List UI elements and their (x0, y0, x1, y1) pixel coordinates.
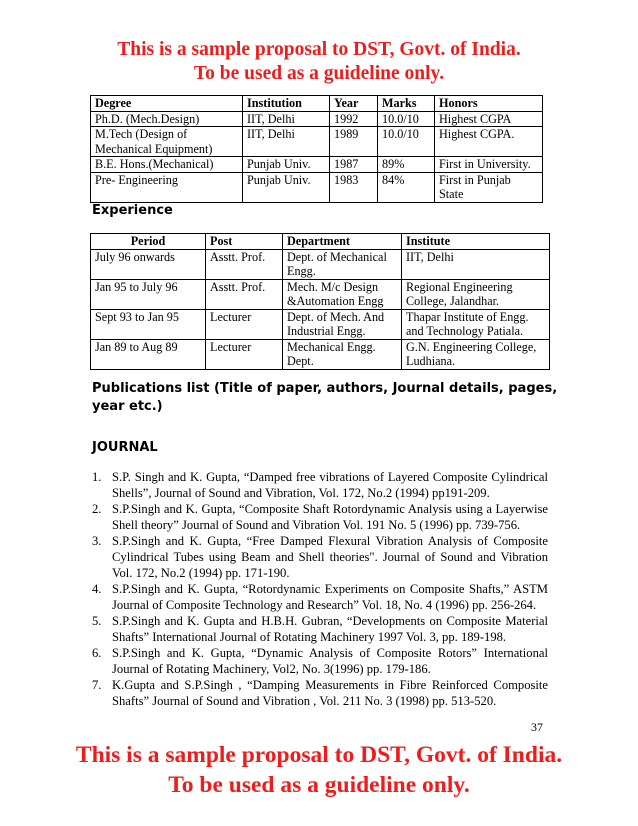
table-cell: Thapar Institute of Engg. and Technology Patiala. (402, 309, 550, 339)
item-text: K.Gupta and S.P.Singh , “Damping Measurements in Fibre Reinforced Composite Shafts” Journal of Sound and Vibration , Vol. 211 No. 3 (1998) pp. 513-520. (112, 678, 548, 708)
item-text: S.P.Singh and K. Gupta, “Rotordynamic Experiments on Composite Shafts,” ASTM Journal of Composite Technology and Research” Vol. 18, No. 4 (1996) pp. 256-264. (112, 582, 548, 612)
journal-heading: JOURNAL (92, 440, 158, 455)
item-text: S.P.Singh and K. Gupta, “Composite Shaft Rotordynamic Analysis using a Layerwise Shell theory” Journal of Sound and Vibration Vol. 191 No. 5 (1996) pp. 739-756. (112, 502, 548, 532)
table-cell: Highest CGPA (435, 111, 543, 127)
header-cell: Degree (91, 96, 243, 112)
banner-line-2: To be used as a guideline only. (193, 63, 445, 84)
item-number: 2. (92, 502, 102, 516)
table-cell: 1983 (330, 172, 378, 202)
table-cell: First in Punjab State (435, 172, 543, 202)
list-item (92, 533, 548, 581)
table-cell: Lecturer (206, 339, 283, 369)
table-row (91, 111, 543, 127)
table-cell: IIT, Delhi (243, 111, 330, 127)
list-item (92, 645, 548, 677)
table-row (91, 339, 550, 369)
watermark-banner-bottom (0, 740, 638, 800)
header-cell: Marks (378, 96, 435, 112)
banner-line-1: This is a sample proposal to DST, Govt. of India. (75, 742, 563, 768)
banner-line-1: This is a sample proposal to DST, Govt. of India. (117, 39, 521, 60)
table-cell: Mech. M/c Design &Automation Engg (283, 279, 402, 309)
header-cell: Institute (402, 234, 550, 250)
table-cell: IIT, Delhi (243, 127, 330, 157)
item-number: 5. (92, 614, 102, 628)
table-row (91, 127, 543, 157)
item-number: 4. (92, 582, 102, 596)
list-item (92, 677, 548, 709)
table-cell: Lecturer (206, 309, 283, 339)
journal-list (92, 469, 548, 709)
table-cell: G.N. Engineering College, Ludhiana. (402, 339, 550, 369)
header-cell: Institution (243, 96, 330, 112)
header-cell: Honors (435, 96, 543, 112)
item-number: 3. (92, 534, 102, 548)
table-cell: 89% (378, 157, 435, 173)
table-row (91, 249, 550, 279)
table-cell: Ph.D. (Mech.Design) (91, 111, 243, 127)
table-cell: 10.0/10 (378, 111, 435, 127)
table-cell: 84% (378, 172, 435, 202)
table-cell: Dept. of Mech. And Industrial Engg. (283, 309, 402, 339)
table-cell: Dept. of Mechanical Engg. (283, 249, 402, 279)
table-cell: 1992 (330, 111, 378, 127)
header-cell: Department (283, 234, 402, 250)
table-cell: 10.0/10 (378, 127, 435, 157)
table-row (91, 157, 543, 173)
watermark-banner-top (0, 38, 638, 86)
table-cell: Asstt. Prof. (206, 279, 283, 309)
degree-table (90, 95, 543, 203)
experience-heading: Experience (92, 203, 173, 218)
item-number: 7. (92, 678, 102, 692)
header-cell: Period (91, 234, 206, 250)
table-header-row (91, 96, 543, 112)
table-cell: M.Tech (Design of Mechanical Equipment) (91, 127, 243, 157)
item-text: S.P.Singh and K. Gupta and H.B.H. Gubran, “Developments on Composite Material Shafts” International Journal of Rotating Machinery 1997 Vol. 3, pp. 189-198. (112, 614, 548, 644)
table-cell: 1987 (330, 157, 378, 173)
table-cell: Jan 89 to Aug 89 (91, 339, 206, 369)
publications-heading: Publications list (Title of paper, authors, Journal details, pages, year etc.) (92, 381, 558, 414)
table-cell: July 96 onwards (91, 249, 206, 279)
list-item (92, 581, 548, 613)
item-text: S.P. Singh and K. Gupta, “Damped free vibrations of Layered Composite Cylindrical Shells”, Journal of Sound and Vibration, Vol. 172, No.2 (1994) pp191-209. (112, 470, 548, 500)
item-text: S.P.Singh and K. Gupta, “Dynamic Analysis of Composite Rotors” International Journal of Rotating Machinery, Vol2, No. 3(1996) pp. 179-186. (112, 646, 548, 676)
table-cell: Sept 93 to Jan 95 (91, 309, 206, 339)
table-cell: Punjab Univ. (243, 157, 330, 173)
banner-line-2: To be used as a guideline only. (168, 772, 470, 798)
table-row (91, 309, 550, 339)
table-cell: First in University. (435, 157, 543, 173)
table-row (91, 279, 550, 309)
table-cell: Asstt. Prof. (206, 249, 283, 279)
table-cell: B.E. Hons.(Mechanical) (91, 157, 243, 173)
list-item (92, 613, 548, 645)
table-cell: Punjab Univ. (243, 172, 330, 202)
item-number: 6. (92, 646, 102, 660)
header-cell: Year (330, 96, 378, 112)
table-cell: Pre- Engineering (91, 172, 243, 202)
table-cell: Highest CGPA. (435, 127, 543, 157)
item-text: S.P.Singh and K. Gupta, “Free Damped Flexural Vibration Analysis of Composite Cylindrical Tubes using Beam and Shell theories". Journal of Sound and Vibration Vol. 172, No.2 (1994) pp. 171-190. (112, 534, 548, 580)
header-cell: Post (206, 234, 283, 250)
item-number: 1. (92, 470, 102, 484)
table-cell: 1989 (330, 127, 378, 157)
table-row (91, 172, 543, 202)
list-item (92, 469, 548, 501)
table-cell: Regional Engineering College, Jalandhar. (402, 279, 550, 309)
table-cell: IIT, Delhi (402, 249, 550, 279)
table-header-row (91, 234, 550, 250)
experience-table (90, 233, 550, 370)
page-number: 37 (531, 720, 543, 734)
list-item (92, 501, 548, 533)
table-cell: Jan 95 to July 96 (91, 279, 206, 309)
table-cell: Mechanical Engg. Dept. (283, 339, 402, 369)
